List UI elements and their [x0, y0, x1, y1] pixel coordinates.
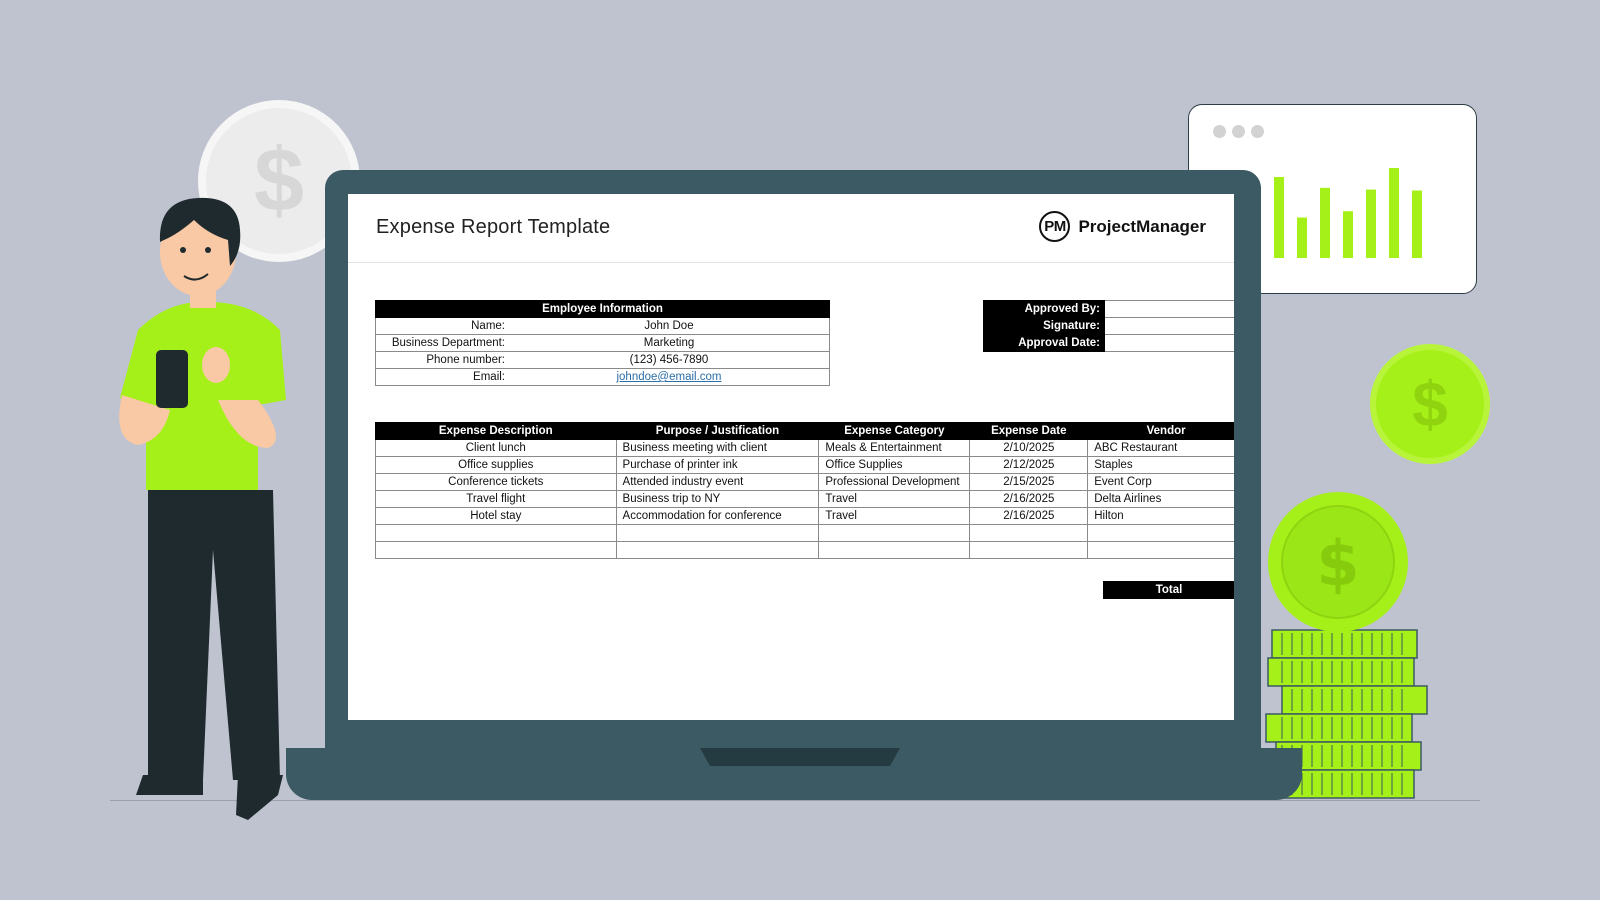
brand-name: ProjectManager — [1078, 216, 1206, 236]
date-cell[interactable] — [970, 525, 1088, 542]
report-header — [348, 194, 1234, 263]
vendor-cell[interactable]: Event Corp — [1088, 474, 1234, 491]
table-row — [984, 301, 1235, 318]
description-cell[interactable]: Hotel stay — [376, 508, 617, 525]
table-row — [376, 457, 1235, 474]
name-value[interactable]: John Doe — [509, 318, 830, 335]
date-cell[interactable]: 2/16/2025 — [970, 491, 1088, 508]
chart-bar — [1274, 177, 1284, 258]
category-cell[interactable]: Travel — [819, 491, 970, 508]
employee-info-table — [375, 300, 830, 386]
chart-bar — [1343, 211, 1353, 258]
description-cell[interactable]: Office supplies — [376, 457, 617, 474]
date-cell[interactable]: 2/10/2025 — [970, 440, 1088, 457]
category-cell[interactable]: Professional Development — [819, 474, 970, 491]
date-cell[interactable]: 2/12/2025 — [970, 457, 1088, 474]
description-cell[interactable] — [376, 525, 617, 542]
category-cell[interactable] — [819, 525, 970, 542]
vendor-cell[interactable]: Delta Airlines — [1088, 491, 1234, 508]
phone-value[interactable]: (123) 456-7890 — [509, 352, 830, 369]
table-row — [376, 318, 830, 335]
floor-line — [110, 800, 1480, 801]
person-illustration — [108, 190, 308, 830]
phone-label: Phone number: — [376, 352, 510, 369]
vendor-cell[interactable]: ABC Restaurant — [1088, 440, 1234, 457]
approved-by-label: Approved By: — [984, 301, 1105, 318]
brand-logo — [1039, 211, 1206, 242]
purpose-cell[interactable]: Business trip to NY — [616, 491, 819, 508]
vendor-cell[interactable]: Staples — [1088, 457, 1234, 474]
vendor-cell[interactable] — [1088, 525, 1234, 542]
purpose-cell[interactable]: Business meeting with client — [616, 440, 819, 457]
purpose-cell[interactable]: Purchase of printer ink — [616, 457, 819, 474]
category-cell[interactable] — [819, 542, 970, 559]
table-row — [376, 352, 830, 369]
signature-label: Signature: — [984, 318, 1105, 335]
date-cell[interactable]: 2/16/2025 — [970, 508, 1088, 525]
expense-header-row — [376, 423, 1235, 440]
department-value[interactable]: Marketing — [509, 335, 830, 352]
vendor-cell[interactable] — [1088, 542, 1234, 559]
table-row — [376, 542, 1235, 559]
approved-by-field[interactable] — [1105, 301, 1235, 318]
category-cell[interactable]: Travel — [819, 508, 970, 525]
column-header: Expense Description — [376, 423, 617, 440]
expense-table — [375, 422, 1234, 559]
signature-field[interactable] — [1105, 318, 1235, 335]
table-row — [376, 508, 1235, 525]
column-header: Expense Category — [819, 423, 970, 440]
dollar-coin-icon: $ — [1370, 344, 1490, 464]
table-row — [376, 335, 830, 352]
date-cell[interactable]: 2/15/2025 — [970, 474, 1088, 491]
date-cell[interactable] — [970, 542, 1088, 559]
column-header: Vendor — [1088, 423, 1234, 440]
table-row — [984, 318, 1235, 335]
description-cell[interactable]: Travel flight — [376, 491, 617, 508]
category-cell[interactable]: Office Supplies — [819, 457, 970, 474]
vendor-cell[interactable]: Hilton — [1088, 508, 1234, 525]
total-label: Total — [1103, 581, 1234, 599]
page-title: Expense Report Template — [376, 216, 611, 238]
purpose-cell[interactable] — [616, 525, 819, 542]
description-cell[interactable] — [376, 542, 617, 559]
approval-date-label: Approval Date: — [984, 335, 1105, 352]
email-link[interactable]: johndoe@email.com — [509, 369, 830, 386]
approval-table — [983, 300, 1234, 352]
purpose-cell[interactable]: Accommodation for conference — [616, 508, 819, 525]
employee-info-header: Employee Information — [376, 301, 830, 318]
laptop-notch — [700, 748, 900, 766]
table-row — [376, 440, 1235, 457]
chart-bar — [1297, 218, 1307, 259]
column-header: Purpose / Justification — [616, 423, 819, 440]
spreadsheet-screen — [348, 194, 1234, 720]
purpose-cell[interactable] — [616, 542, 819, 559]
table-row — [376, 369, 830, 386]
chart-bar — [1320, 188, 1330, 258]
table-row — [376, 491, 1235, 508]
table-row — [376, 474, 1235, 491]
chart-bar — [1412, 191, 1422, 259]
column-header: Expense Date — [970, 423, 1088, 440]
svg-text:$: $ — [1316, 527, 1360, 600]
table-row — [376, 525, 1235, 542]
table-row — [984, 335, 1235, 352]
department-label: Business Department: — [376, 335, 510, 352]
category-cell[interactable]: Meals & Entertainment — [819, 440, 970, 457]
purpose-cell[interactable]: Attended industry event — [616, 474, 819, 491]
dollar-coin-icon: $ — [198, 100, 360, 262]
chart-bar — [1366, 190, 1376, 258]
description-cell[interactable]: Client lunch — [376, 440, 617, 457]
description-cell[interactable]: Conference tickets — [376, 474, 617, 491]
chart-bar — [1389, 168, 1399, 258]
pm-logo-icon: PM — [1039, 211, 1070, 242]
email-label: Email: — [376, 369, 510, 386]
name-label: Name: — [376, 318, 510, 335]
approval-date-field[interactable] — [1105, 335, 1235, 352]
